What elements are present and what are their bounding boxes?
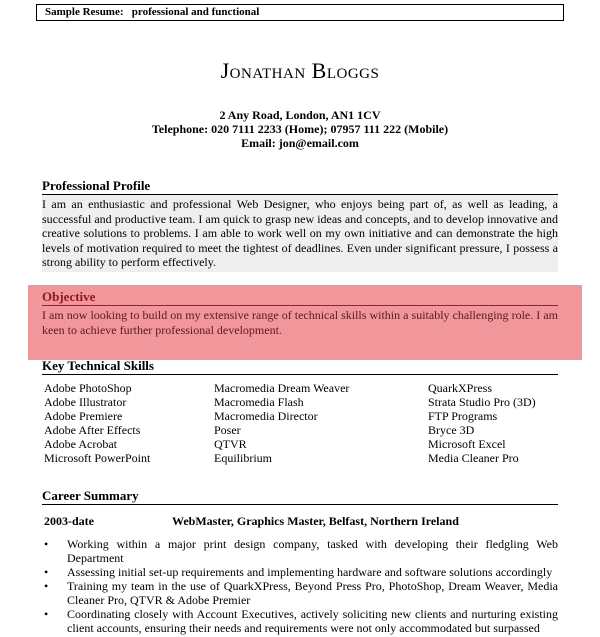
career-bullets [42, 537, 558, 635]
skill-item: Adobe Acrobat [44, 437, 117, 451]
contact-email: Email: jon@email.com [241, 136, 359, 150]
skill-item: Adobe Premiere [44, 409, 123, 423]
skill-item: FTP Programs [428, 409, 498, 423]
bullet-text: Assessing initial set-up requirements and implementing hardware and software solutions accordingly [67, 565, 553, 579]
objective-text: I am now looking to build on my extensive range of technical skills within a suitably challenging role. I am keen to achieve further professional development. [42, 308, 558, 337]
skills-section [42, 358, 558, 375]
skill-item: Macromedia Flash [214, 395, 304, 409]
objective-section [42, 289, 558, 339]
bullet-text: Coordinating closely with Account Executives, actively soliciting new clients and nurturing existing client accounts, ensuring their needs and requirements were not only accommodated but surpassed [67, 607, 558, 635]
skill-item: Bryce 3D [428, 423, 475, 437]
skill-item: Adobe After Effects [44, 423, 141, 437]
skills-column-2 [214, 381, 349, 465]
career-section [42, 488, 558, 505]
skill-item: Macromedia Director [214, 409, 318, 423]
document-header-tag [36, 4, 564, 21]
bullet-icon: • [44, 565, 49, 579]
bullet-text: Training my team in the use of QuarkXPress, Beyond Press Pro, PhotoShop, Dream Weaver, Media Cleaner Pro, QTVR & Adobe Premier [67, 579, 558, 607]
skill-item: Equilibrium [214, 451, 272, 465]
skills-column-3 [428, 381, 536, 465]
career-title: Career Summary [42, 488, 139, 503]
list-item [42, 537, 558, 565]
career-period: 2003-date [44, 514, 94, 528]
career-role: WebMaster, Graphics Master, Belfast, Northern Ireland [172, 514, 459, 528]
list-item [42, 565, 558, 579]
skill-item: Strata Studio Pro (3D) [428, 395, 536, 409]
career-rule [42, 504, 558, 505]
resume-name: Jonathan Bloggs [220, 58, 380, 83]
bullet-icon: • [44, 579, 49, 593]
bullet-icon: • [44, 537, 49, 551]
skills-title: Key Technical Skills [42, 358, 154, 373]
bullet-text: Working within a major print design company, tasked with developing their fledgling Web Department [67, 537, 558, 565]
list-item [42, 579, 558, 607]
contact-telephone: Telephone: 020 7111 2233 (Home); 07957 111 222 (Mobile) [151, 122, 449, 136]
profile-title: Professional Profile [42, 178, 151, 193]
bullet-icon: • [44, 607, 49, 621]
list-item [42, 607, 558, 635]
contact-address: 2 Any Road, London, AN1 1CV [219, 108, 381, 122]
skill-item: Adobe PhotoShop [44, 381, 132, 395]
objective-title: Objective [42, 289, 96, 304]
skill-item: Microsoft Excel [428, 437, 506, 451]
skill-item: Poser [214, 423, 241, 437]
skills-rule [42, 374, 558, 375]
skill-item: QTVR [214, 437, 247, 451]
skill-item: Media Cleaner Pro [428, 451, 519, 465]
contact-block [0, 108, 600, 150]
skill-item: Microsoft PowerPoint [44, 451, 151, 465]
header-tag-text: Sample Resume: professional and functional [45, 6, 260, 18]
skill-item: Macromedia Dream Weaver [214, 381, 350, 395]
skill-item: Adobe Illustrator [44, 395, 127, 409]
profile-text: I am an enthusiastic and professional Web Designer, who enjoys being part of, as well as leading, a successful and productive team. I am quick to grasp new ideas and concepts, and to develop innovative and creative solutions to problems. I am able to work well on my own initiative and can demonstrate the high levels of motivation required to meet the tightest of deadlines. Even under significant pressure, I possess a strong ability to perform effectively. [42, 195, 558, 272]
skills-column-1 [44, 381, 150, 465]
skill-item: QuarkXPress [428, 381, 492, 395]
profile-section [42, 178, 558, 272]
